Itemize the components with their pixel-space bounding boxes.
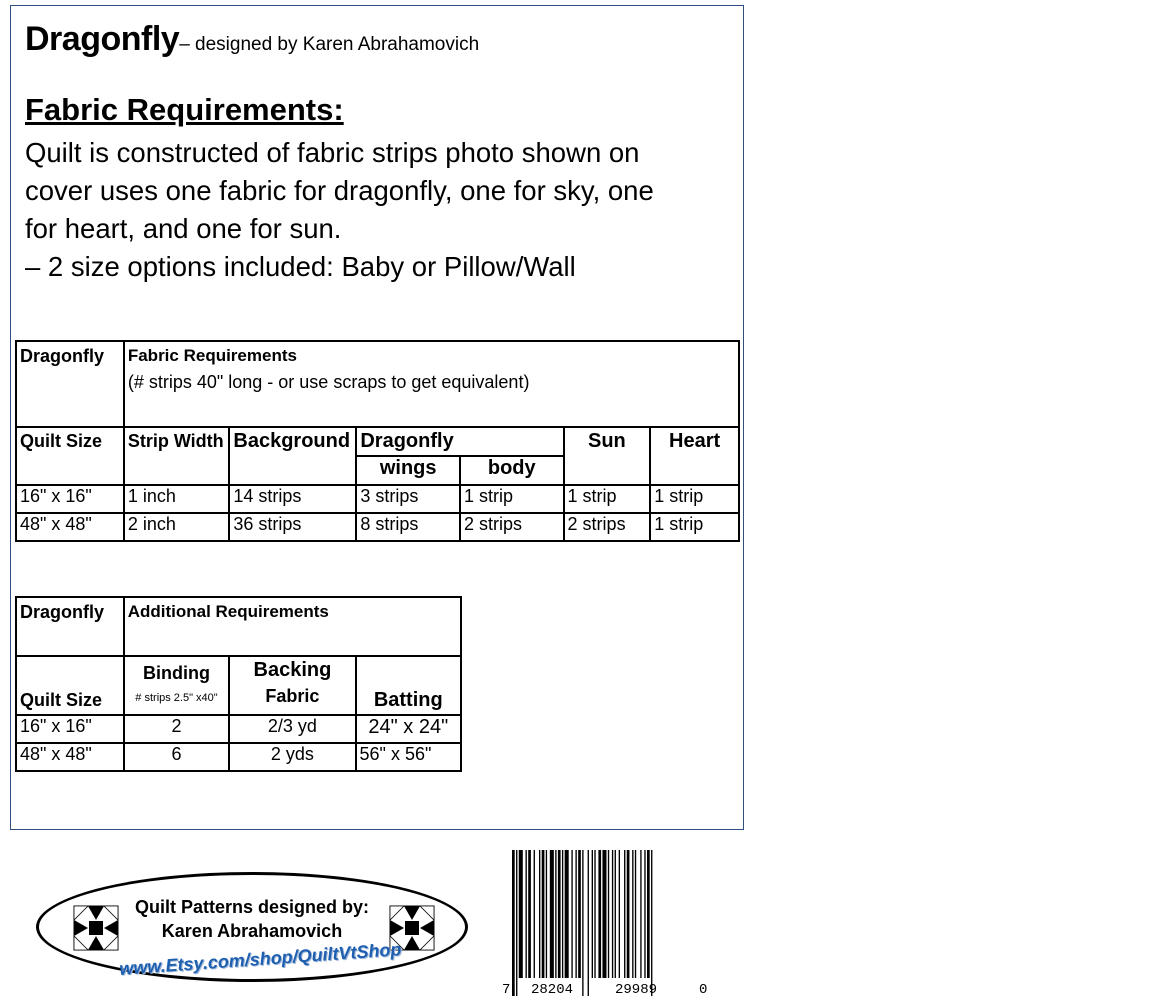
barcode-bars-icon	[512, 850, 698, 1000]
header-body: body	[460, 456, 564, 485]
table-corner-label: Dragonfly	[16, 597, 124, 656]
table-row	[16, 743, 461, 771]
barcode-bar	[588, 850, 589, 996]
cell-background: 14 strips	[229, 485, 356, 513]
header-quilt-size: Quilt Size	[16, 427, 124, 485]
barcode-bar	[555, 850, 556, 978]
barcode-bar	[640, 850, 641, 978]
cell-heart: 1 strip	[650, 485, 739, 513]
cell-background: 36 strips	[229, 513, 356, 541]
cell-size: 16" x 16"	[16, 715, 124, 743]
barcode-bar	[632, 850, 633, 978]
logo-line-designer: Karen Abrahamovich	[161, 921, 343, 941]
barcode-bar	[528, 850, 531, 978]
designer-logo-oval	[36, 872, 468, 982]
barcode-digit: 7	[502, 982, 511, 998]
barcode-bar	[651, 850, 652, 996]
table-row	[16, 485, 739, 513]
header-binding-note: # strips 2.5" x40"	[135, 692, 218, 704]
header-wings: wings	[356, 456, 460, 485]
header-background: Background	[229, 427, 356, 485]
table-title: Fabric Requirements	[127, 346, 297, 365]
barcode-bar	[558, 850, 561, 978]
cell-body: 2 strips	[460, 513, 564, 541]
cell-strip-width: 1 inch	[124, 485, 230, 513]
cell-body: 1 strip	[460, 485, 564, 513]
barcode-bar	[624, 850, 625, 978]
cell-strip-width: 2 inch	[124, 513, 230, 541]
table-row	[16, 513, 739, 541]
barcode-bar	[512, 850, 515, 996]
cell-binding: 2	[124, 715, 230, 743]
header-sun: Sun	[564, 427, 651, 485]
barcode-bar	[627, 850, 630, 978]
barcode-bar	[546, 850, 547, 978]
barcode-bar	[619, 850, 620, 978]
barcode-bar	[592, 850, 593, 978]
barcode-bar	[516, 850, 517, 996]
cell-size: 48" x 48"	[16, 743, 124, 771]
barcode-bar	[612, 850, 613, 978]
etsy-shop-link[interactable]: www.Etsy.com/shop/QuiltVtShop	[118, 939, 403, 979]
cell-binding: 6	[124, 743, 230, 771]
barcode-bar	[542, 850, 545, 978]
barcode-bar	[644, 850, 645, 978]
cell-sun: 2 strips	[564, 513, 651, 541]
table-title: Additional Requirements	[124, 597, 461, 656]
barcode-bar	[615, 850, 616, 978]
header-backing: Backing	[253, 659, 332, 681]
cell-sun: 1 strip	[564, 485, 651, 513]
barcode-bar	[647, 850, 650, 978]
cell-size: 48" x 48"	[16, 513, 124, 541]
barcode-bar	[571, 850, 572, 978]
cell-wings: 8 strips	[356, 513, 460, 541]
barcode-bar	[602, 850, 606, 978]
designer-credit: – designed by Karen Abrahamovich	[179, 34, 480, 55]
header-quilt-size: Quilt Size	[16, 656, 124, 715]
description-line: Quilt is constructed of fabric strips photo shown on	[25, 137, 640, 168]
header-strip-width: Strip Width	[124, 427, 230, 485]
fabric-requirements-table	[15, 340, 740, 542]
cell-batting: 56" x 56"	[356, 743, 461, 771]
barcode-bar	[565, 850, 569, 978]
barcode-bar	[526, 850, 527, 978]
header-backing-fabric: Fabric	[265, 686, 320, 706]
barcode-bar	[534, 850, 535, 978]
table-note: (# strips 40" long - or use scraps to get equivalent)	[127, 372, 530, 392]
barcode-bar	[562, 850, 563, 978]
cell-heart: 1 strip	[650, 513, 739, 541]
cell-batting: 24" x 24"	[356, 715, 461, 743]
title-row	[25, 20, 479, 59]
pattern-title: Dragonfly	[25, 20, 180, 58]
table-title-cell	[124, 341, 739, 427]
description-line: for heart, and one for sun.	[25, 213, 342, 244]
description-line: cover uses one fabric for dragonfly, one for sky, one	[25, 175, 654, 206]
header-binding: Binding	[143, 663, 210, 683]
logo-line-designed-by: Quilt Patterns designed by:	[134, 897, 370, 917]
cell-backing: 2/3 yd	[229, 715, 355, 743]
description-line: – 2 size options included: Baby or Pillow/Wall	[25, 251, 576, 282]
barcode-bar	[550, 850, 554, 978]
barcode-bar	[594, 850, 595, 978]
table-row	[16, 715, 461, 743]
header-dragonfly: Dragonfly	[356, 427, 563, 456]
barcode-bar	[598, 850, 601, 978]
barcode-bar	[582, 850, 583, 996]
barcode-bar	[519, 850, 523, 978]
header-backing-cell	[229, 656, 355, 715]
barcode-bar	[635, 850, 636, 978]
barcode-bar	[578, 850, 581, 978]
additional-requirements-table	[15, 596, 462, 772]
table-corner-label: Dragonfly	[16, 341, 124, 427]
barcode-bar	[608, 850, 609, 978]
barcode-bar	[539, 850, 540, 978]
header-heart: Heart	[650, 427, 739, 485]
barcode-digit: 28204	[531, 982, 574, 998]
header-batting: Batting	[356, 656, 461, 715]
header-binding-cell	[124, 656, 230, 715]
barcode-digit: 0	[699, 982, 708, 998]
barcode-digit: 29989	[615, 982, 658, 998]
cell-backing: 2 yds	[229, 743, 355, 771]
fabric-requirements-heading: Fabric Requirements:	[25, 92, 344, 127]
cell-size: 16" x 16"	[16, 485, 124, 513]
barcode-bar	[575, 850, 576, 978]
cell-wings: 3 strips	[356, 485, 460, 513]
fabric-description	[25, 134, 725, 286]
